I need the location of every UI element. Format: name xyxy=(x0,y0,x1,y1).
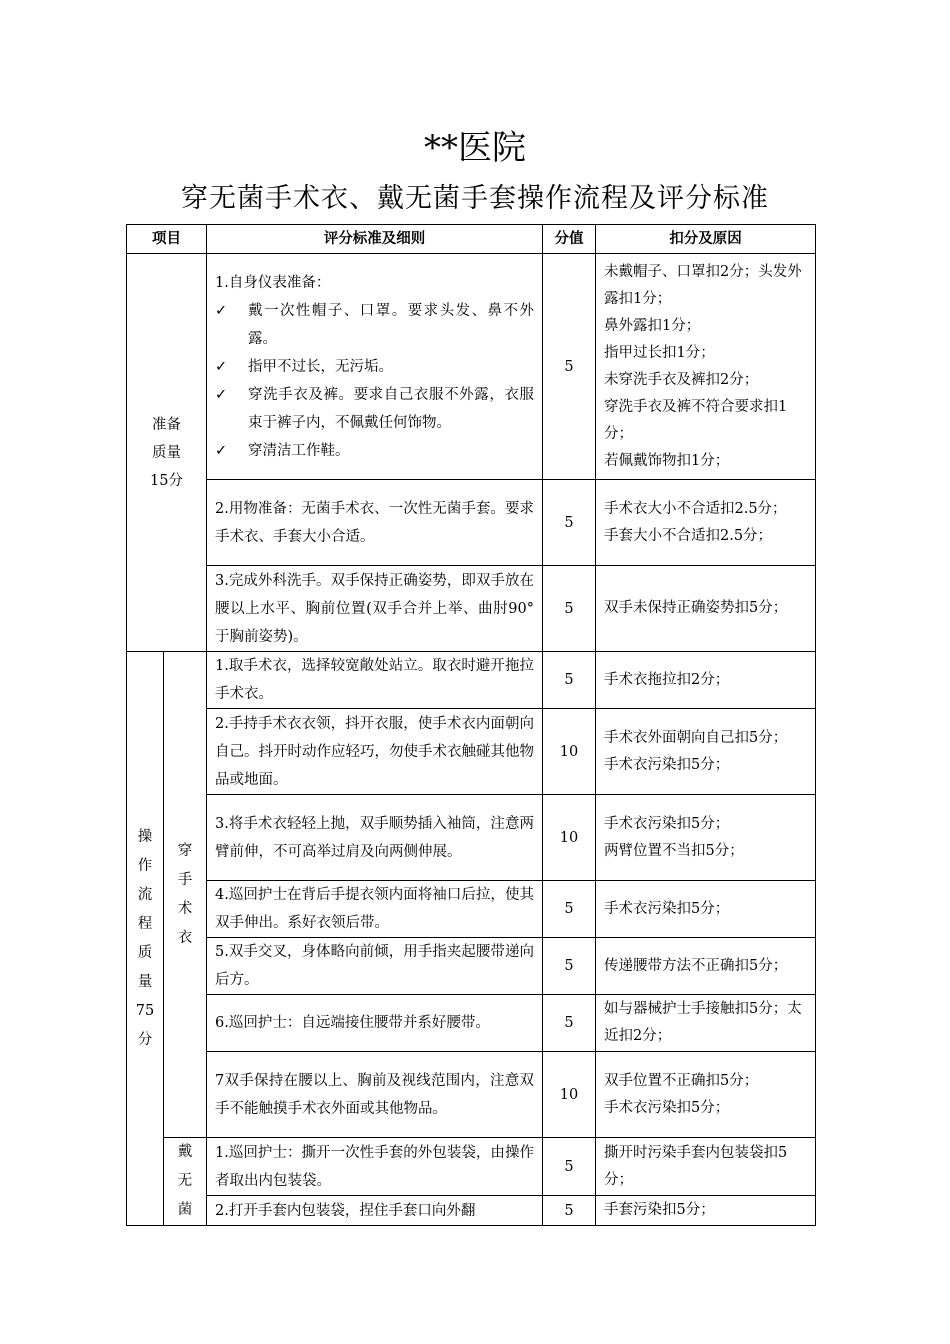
deduction-text: 手术衣拖拉扣2分； xyxy=(604,671,730,688)
score-cell: 5 xyxy=(543,1196,596,1226)
table-row xyxy=(127,795,816,881)
checklist-item xyxy=(215,353,534,381)
score-cell: 5 xyxy=(543,254,596,480)
score-cell: 5 xyxy=(543,995,596,1052)
criteria-title: 1.自身仪表准备： xyxy=(215,274,331,291)
subcategory-text: 术 xyxy=(177,900,193,917)
deduction-text: 手术衣污染扣5分； xyxy=(604,900,730,917)
table-header-row xyxy=(127,225,816,254)
category-text: 分 xyxy=(137,1031,153,1048)
category-operation xyxy=(127,652,164,1226)
score-cell: 10 xyxy=(543,795,596,881)
deduction-text: 手术衣污染扣5分； xyxy=(604,756,730,773)
criteria-cell: 3.完成外科洗手。双手保持正确姿势，即双手放在腰以上水平、胸前位置(双手合并上举、曲肘90°于胸前姿势)。 xyxy=(207,566,543,652)
score-cell: 5 xyxy=(543,480,596,566)
table-row xyxy=(127,254,816,480)
deduction-cell xyxy=(596,709,816,795)
deduction-cell xyxy=(596,1196,816,1226)
deduction-cell xyxy=(596,795,816,881)
deduction-text: 若佩戴饰物扣1分； xyxy=(604,452,730,469)
category-text: 量 xyxy=(137,973,153,990)
category-text: 75 xyxy=(135,1002,155,1019)
subcategory-text: 穿 xyxy=(177,842,193,859)
deduction-cell xyxy=(596,995,816,1052)
table-row xyxy=(127,566,816,652)
table-row xyxy=(127,881,816,938)
deduction-text: 手术衣外面朝向自己扣5分； xyxy=(604,729,788,746)
deduction-cell xyxy=(596,1138,816,1196)
criteria-cell: 5.双手交叉，身体略向前倾，用手指夹起腰带递向后方。 xyxy=(207,938,543,995)
score-cell: 10 xyxy=(543,1052,596,1138)
subcategory-text: 戴 xyxy=(177,1144,193,1160)
deduction-text: 双手未保持正确姿势扣5分； xyxy=(604,600,788,616)
criteria-cell: 7双手保持在腰以上、胸前及视线范围内，注意双手不能触摸手术衣外面或其他物品。 xyxy=(207,1052,543,1138)
criteria-cell: 1.巡回护士：撕开一次性手套的外包装袋，由操作者取出内包装袋。 xyxy=(207,1138,543,1196)
table-row xyxy=(127,480,816,566)
deduction-cell xyxy=(596,1052,816,1138)
category-text: 准备 xyxy=(152,416,181,433)
subcategory-text: 衣 xyxy=(177,929,193,946)
score-cell: 5 xyxy=(543,938,596,995)
criteria-cell: 2.手持手术衣衣领，抖开衣服，使手术衣内面朝向自己。抖开时动作应轻巧，勿使手术衣触碰其他物品或地面。 xyxy=(207,709,543,795)
col-header-item: 项目 xyxy=(127,225,207,254)
table-row xyxy=(127,652,816,709)
checklist-item xyxy=(215,381,534,437)
checkmark-icon: ✓ xyxy=(215,302,228,319)
category-text: 流 xyxy=(137,886,153,903)
subcategory-text: 手 xyxy=(177,871,193,888)
deduction-cell xyxy=(596,881,816,938)
deduction-text: 未穿洗手衣及裤扣2分； xyxy=(604,371,759,388)
subcategory-gown xyxy=(164,652,207,1138)
deduction-text: 手术衣污染扣5分； xyxy=(604,815,730,832)
criteria-cell: 4.巡回护士在背后手提衣领内面将袖口后拉，使其双手伸出。系好衣领后带。 xyxy=(207,881,543,938)
deduction-text: 手套污染扣5分； xyxy=(604,1202,715,1219)
col-header-score: 分值 xyxy=(543,225,596,254)
deduction-text: 手术衣大小不合适扣2.5分； xyxy=(604,500,787,517)
criteria-cell: 2.用物准备：无菌手术衣、一次性无菌手套。要求手术衣、手套大小合适。 xyxy=(207,480,543,566)
score-cell: 5 xyxy=(543,652,596,709)
col-header-criteria: 评分标准及细则 xyxy=(207,225,543,254)
checklist-item xyxy=(215,437,534,465)
deduction-text: 双手位置不正确扣5分； xyxy=(604,1072,759,1089)
scoring-table xyxy=(126,224,816,1226)
deduction-cell xyxy=(596,480,816,566)
criteria-cell xyxy=(207,254,543,480)
score-cell: 5 xyxy=(543,881,596,938)
table-row xyxy=(127,938,816,995)
deduction-text: 两臂位置不当扣5分； xyxy=(604,842,744,859)
criteria-cell: 3.将手术衣轻轻上抛，双手顺势插入袖筒，注意两臂前伸，不可高举过肩及向两侧伸展。 xyxy=(207,795,543,881)
criteria-cell: 1.取手术衣，选择较宽敞处站立。取衣时避开拖拉手术衣。 xyxy=(207,652,543,709)
table-row xyxy=(127,995,816,1052)
deduction-cell xyxy=(596,254,816,480)
subcategory-text: 菌 xyxy=(177,1202,193,1218)
category-text: 程 xyxy=(137,915,153,932)
deduction-text: 指甲过长扣1分； xyxy=(604,344,715,361)
category-text: 15分 xyxy=(150,472,183,489)
deduction-cell xyxy=(596,566,816,652)
checklist-item xyxy=(215,297,534,353)
score-cell: 10 xyxy=(543,709,596,795)
criteria-cell: 6.巡回护士：自远端接住腰带并系好腰带。 xyxy=(207,995,543,1052)
category-text: 质 xyxy=(137,944,153,961)
subcategory-text: 无 xyxy=(177,1173,193,1189)
category-text: 操 xyxy=(137,828,153,845)
subcategory-gloves xyxy=(164,1138,207,1226)
deduction-text: 穿洗手衣及裤不符合要求扣1分； xyxy=(604,398,788,442)
hospital-title: **医院 xyxy=(424,128,526,168)
score-cell: 5 xyxy=(543,1138,596,1196)
deduction-cell xyxy=(596,938,816,995)
deduction-text: 撕开时污染手套内包装袋扣5分； xyxy=(604,1144,788,1188)
table-row xyxy=(127,1196,816,1226)
deduction-cell xyxy=(596,652,816,709)
checklist-text: 穿清洁工作鞋。 xyxy=(248,442,350,459)
checklist-text: 穿洗手衣及裤。要求自己衣服不外露，衣服束于裤子内，不佩戴任何饰物。 xyxy=(248,386,534,431)
table-row xyxy=(127,1138,816,1196)
checklist-text: 指甲不过长，无污垢。 xyxy=(248,358,393,375)
deduction-text: 鼻外露扣1分； xyxy=(604,317,701,334)
table-row xyxy=(127,1052,816,1138)
table-row xyxy=(127,709,816,795)
deduction-text: 手术衣污染扣5分； xyxy=(604,1099,730,1116)
category-prep xyxy=(127,254,207,652)
deduction-text: 传递腰带方法不正确扣5分； xyxy=(604,957,788,974)
category-text: 作 xyxy=(137,857,153,874)
score-cell: 5 xyxy=(543,566,596,652)
checkmark-icon: ✓ xyxy=(215,358,228,375)
category-text: 质量 xyxy=(152,444,181,461)
checkmark-icon: ✓ xyxy=(215,442,228,459)
deduction-text: 手套大小不合适扣2.5分； xyxy=(604,527,773,544)
criteria-cell: 2.打开手套内包装袋，捏住手套口向外翻 xyxy=(207,1196,543,1226)
col-header-deduction: 扣分及原因 xyxy=(596,225,816,254)
deduction-text: 如与器械护士手接触扣5分；太近扣2分； xyxy=(604,1001,802,1044)
document-subtitle: 穿无菌手术衣、戴无菌手套操作流程及评分标准 xyxy=(181,183,769,214)
deduction-text: 未戴帽子、口罩扣2分；头发外露扣1分； xyxy=(604,263,802,307)
checkmark-icon: ✓ xyxy=(215,386,228,403)
checklist-text: 戴一次性帽子、口罩。要求头发、鼻不外露。 xyxy=(248,302,534,347)
